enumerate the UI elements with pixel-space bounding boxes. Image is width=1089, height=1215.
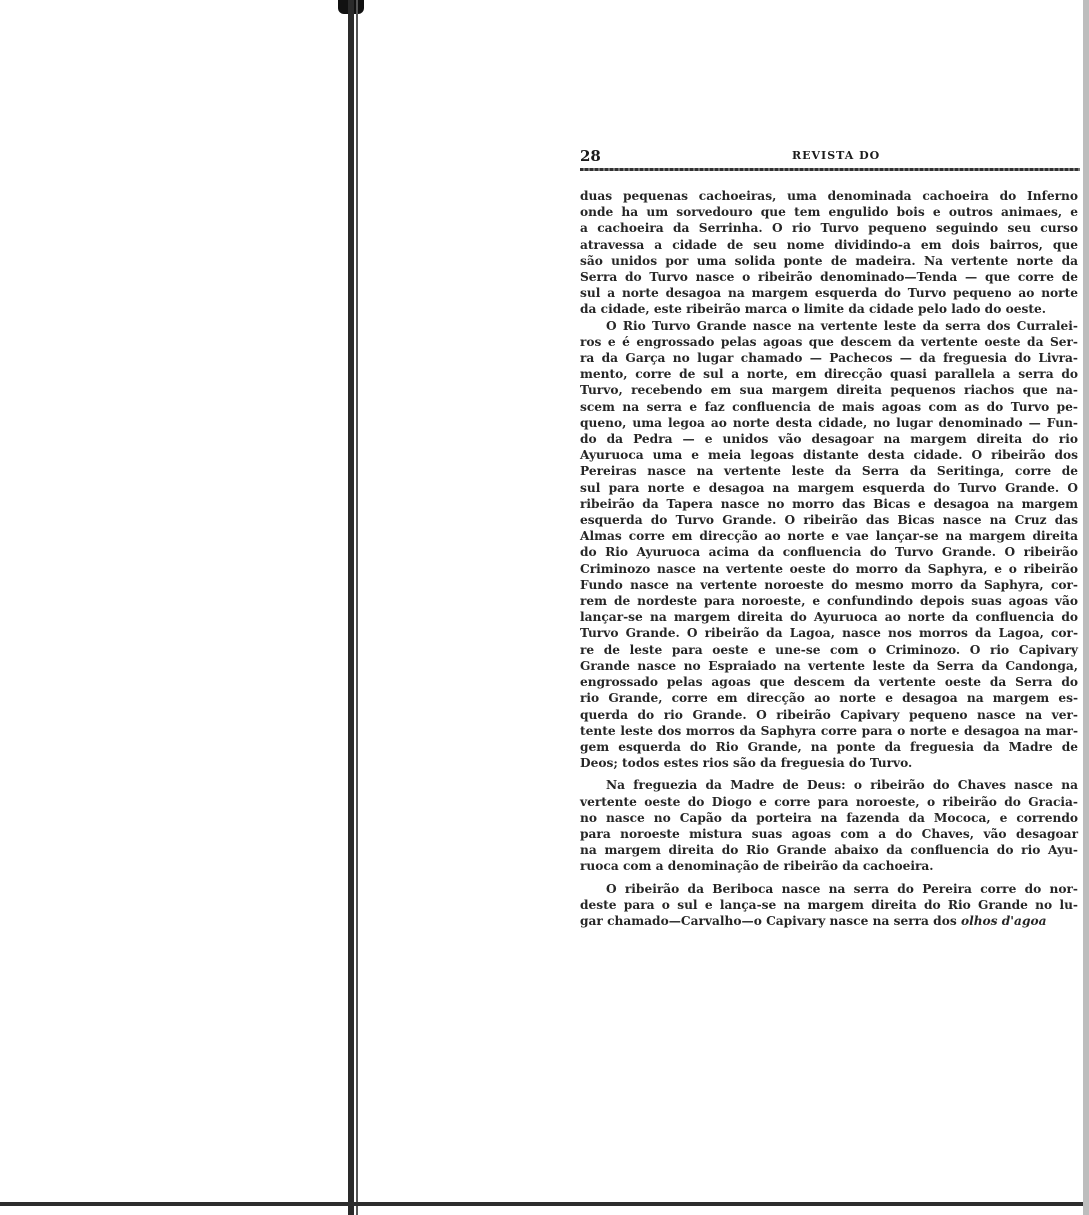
text-line: Deos; todos estes rios são da freguesia do Turvo.	[580, 756, 913, 771]
book-gutter-line-thin	[356, 0, 358, 1215]
text-line: sul para norte e desagoa na margem esquerda do Turvo Grande. O	[580, 480, 1078, 495]
text-line: Na freguezia da Madre de Deus: o ribeirão do Chaves nasce na	[606, 778, 1078, 793]
text-line: Grande nasce no Espraiado na vertente leste da Serra da Candonga,	[580, 658, 1078, 673]
text-line: a cachoeira da Serrinha. O rio Turvo pequeno seguindo seu curso	[580, 221, 1078, 236]
paragraph-1	[580, 188, 1078, 318]
text-line: gem esquerda do Rio Grande, na ponte da freguesia da Madre de	[580, 739, 1078, 754]
italic-text: olhos d'agoa	[960, 913, 1047, 928]
paragraph-4	[580, 881, 1078, 930]
text-line: do da Pedra — e unidos vão desagoar na margem direita do rio	[580, 432, 1078, 447]
text-line: ribeirão da Tapera nasce no morro das Bicas e desagoa na margem	[580, 496, 1078, 511]
header-rule	[580, 168, 1080, 171]
text-line: do Rio Ayuruoca acima da confluencia do Turvo Grande. O ribeirão	[580, 545, 1078, 560]
text-line: querda do rio Grande. O ribeirão Capivary pequeno nasce na ver-	[580, 707, 1078, 722]
text-line: no nasce no Capão da porteira na fazenda da Mococa, e correndo	[580, 810, 1078, 825]
body-text	[580, 188, 1078, 929]
text-line: O ribeirão da Beriboca nasce na serra do Pereira corre do nor-	[606, 881, 1078, 896]
text-line: atravessa a cidade de seu nome dividindo-a em dois bairros, que	[580, 237, 1078, 252]
text-line: mento, corre de sul a norte, em direcção quasi parallela a serra do	[580, 367, 1078, 382]
text-line: re de leste para oeste e une-se com o Criminozo. O rio Capivary	[580, 642, 1078, 657]
text-line: Turvo, recebendo em sua margem direita pequenos riachos que na-	[580, 383, 1078, 398]
text-line: Turvo Grande. O ribeirão da Lagoa, nasce nos morros da Lagoa, cor-	[580, 626, 1078, 641]
text-line: ra da Garça no lugar chamado — Pachecos — da freguesia do Livra-	[580, 351, 1078, 366]
text-line: rio Grande, corre em direcção ao norte e desagoa na margem es-	[580, 691, 1078, 706]
text-line: Ayuruoca uma e meia legoas distante desta cidade. O ribeirão dos	[580, 448, 1078, 463]
scan-bottom-edge	[0, 1202, 1089, 1206]
text-line: onde ha um sorvedouro que tem engulido bois e outros animaes, e	[580, 205, 1078, 220]
text-line: deste para o sul e lança-se na margem direita do Rio Grande no lu-	[580, 897, 1078, 912]
text-line: lançar-se na margem direita do Ayuruoca ao norte da confluencia do	[580, 610, 1078, 625]
text-line: Pereiras nasce na vertente leste da Serra da Seritinga, corre de	[580, 464, 1078, 479]
text-line: na margem direita do Rio Grande abaixo da confluencia do rio Ayu-	[580, 843, 1078, 858]
text-line: O Rio Turvo Grande nasce na vertente leste da serra dos Curralei-	[606, 318, 1078, 333]
text-line: vertente oeste do Diogo e corre para noroeste, o ribeirão do Gracia-	[580, 794, 1078, 809]
text-line: Fundo nasce na vertente noroeste do mesmo morro da Saphyra, cor-	[580, 577, 1078, 592]
scan-right-edge	[1083, 0, 1089, 1215]
text-line: Almas corre em direcção ao norte e vae lançar-se na margem direita	[580, 529, 1078, 544]
text-line: scem na serra e faz confluencia de mais agoas com as do Turvo pe-	[580, 399, 1078, 414]
text-line: para noroeste mistura suas agoas com a do Chaves, vão desagoar	[580, 826, 1078, 841]
text-line: Criminozo nasce na vertente oeste do morro da Saphyra, e o ribeirão	[580, 561, 1078, 576]
text-line: esquerda do Turvo Grande. O ribeirão das Bicas nasce na Cruz das	[580, 513, 1078, 528]
text-line: duas pequenas cachoeiras, uma denominada cachoeira do Inferno	[580, 189, 1078, 203]
text-line: ros e é engrossado pelas agoas que descem da vertente oeste da Ser-	[580, 334, 1078, 349]
paragraph-2	[580, 318, 1078, 772]
text-line: da cidade, este ribeirão marca o limite da cidade pelo lado do oeste.	[580, 302, 1046, 317]
paragraph-3	[580, 777, 1078, 874]
page-number: 28	[580, 147, 601, 165]
text-line: queno, uma legoa ao norte desta cidade, no lugar denominado — Fun-	[580, 415, 1078, 430]
text-line: engrossado pelas agoas que descem da vertente oeste da Serra do	[580, 675, 1078, 690]
text-line: ruoca com a denominação de ribeirão da cachoeira.	[580, 859, 934, 874]
book-gutter-line	[348, 0, 354, 1215]
text-line: rem de nordeste para noroeste, e confundindo depois suas agoas vão	[580, 594, 1078, 609]
text-line: Serra do Turvo nasce o ribeirão denominado—Tenda — que corre de	[580, 270, 1078, 285]
text-line: sul a norte desagoa na margem esquerda do Turvo pequeno ao norte	[580, 286, 1078, 301]
text-line: gar chamado—Carvalho—o Capivary nasce na serra dos olhos d'agoa	[580, 913, 1047, 928]
text-line: são unidos por uma solida ponte de madeira. Na vertente norte da	[580, 253, 1078, 268]
running-title: REVISTA DO	[792, 149, 881, 162]
page-header	[580, 147, 1080, 167]
text-line: tente leste dos morros da Saphyra corre para o norte e desagoa na mar-	[580, 723, 1078, 738]
